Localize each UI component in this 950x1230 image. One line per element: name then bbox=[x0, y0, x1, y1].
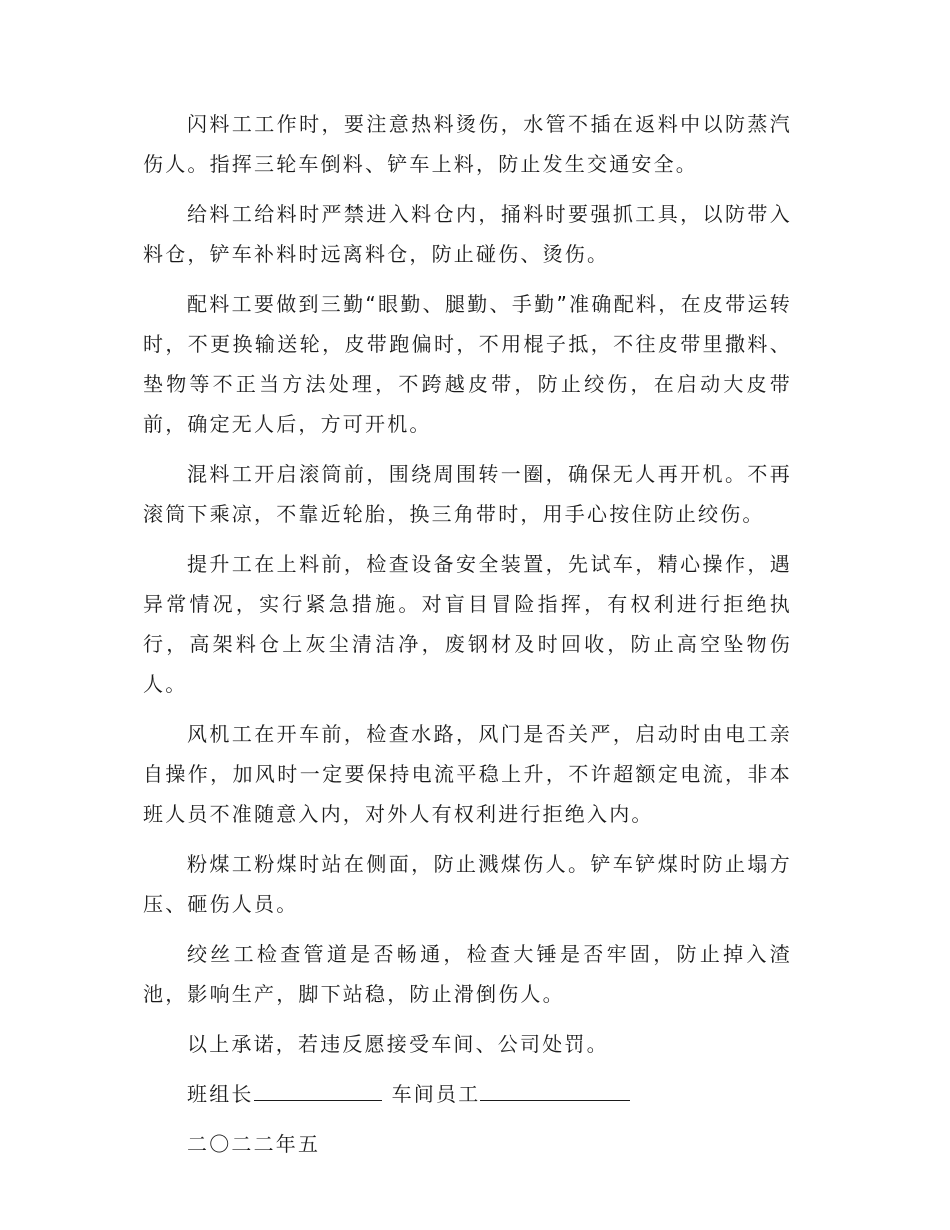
paragraph-material-batching: 配料工要做到三勤“眼勤、腿勤、手勤”准确配料，在皮带运转时，不更换输送轮，皮带跑偏时，不用棍子抵，不往皮带里撒料、垫物等不正当方法处理，不跨越皮带，防止绞伤，在启动大皮带前，确定无人后，方可开机。 bbox=[143, 292, 792, 436]
paragraph-hoist-operator: 提升工在上料前，检查设备安全装置，先试车，精心操作，遇异常情况，实行紧急措施。对盲目冒险指挥，有权利进行拒绝执行，高架料仓上灰尘清洁净，废钢材及时回收，防止高空坠物伤人。 bbox=[143, 552, 792, 696]
leader-label: 班组长 bbox=[187, 1082, 254, 1106]
paragraph-material-flashing: 闪料工工作时，要注意热料烫伤，水管不插在返料中以防蒸汽伤人。指挥三轮车倒料、铲车上料，防止发生交通安全。 bbox=[143, 112, 792, 176]
paragraph-material-mixing: 混料工开启滚筒前，围绕周围转一圈，确保无人再开机。不再滚筒下乘凉，不靠近轮胎，换三角带时，用手心按住防止绞伤。 bbox=[143, 462, 792, 526]
signature-row bbox=[143, 1074, 792, 1114]
paragraph-commitment: 以上承诺，若违反愿接受车间、公司处罚。 bbox=[187, 1032, 609, 1056]
paragraph-blower-operator: 风机工在开车前，检查水路，风门是否关严，启动时由电工亲自操作，加风时一定要保持电流平稳上升，不许超额定电流，非本班人员不准随意入内，对外人有权利进行拒绝入内。 bbox=[143, 722, 792, 826]
paragraph-wire-twisting: 绞丝工检查管道是否畅通，检查大锤是否牢固，防止掉入渣池，影响生产，脚下站稳，防止滑倒伤人。 bbox=[143, 942, 792, 1006]
staff-label: 车间员工 bbox=[391, 1082, 481, 1106]
leader-signature-blank bbox=[254, 1074, 382, 1101]
paragraph-material-feeding: 给料工给料时严禁进入料仓内，捅料时要强抓工具，以防带入料仓，铲车补料时远离料仓，防止碰伤、烫伤。 bbox=[143, 202, 792, 266]
staff-signature-blank bbox=[480, 1074, 630, 1101]
document-date: 二〇二二年五 bbox=[187, 1132, 321, 1156]
paragraph-coal-powder: 粉煤工粉煤时站在侧面，防止溅煤伤人。铲车铲煤时防止塌方压、砸伤人员。 bbox=[143, 852, 792, 916]
